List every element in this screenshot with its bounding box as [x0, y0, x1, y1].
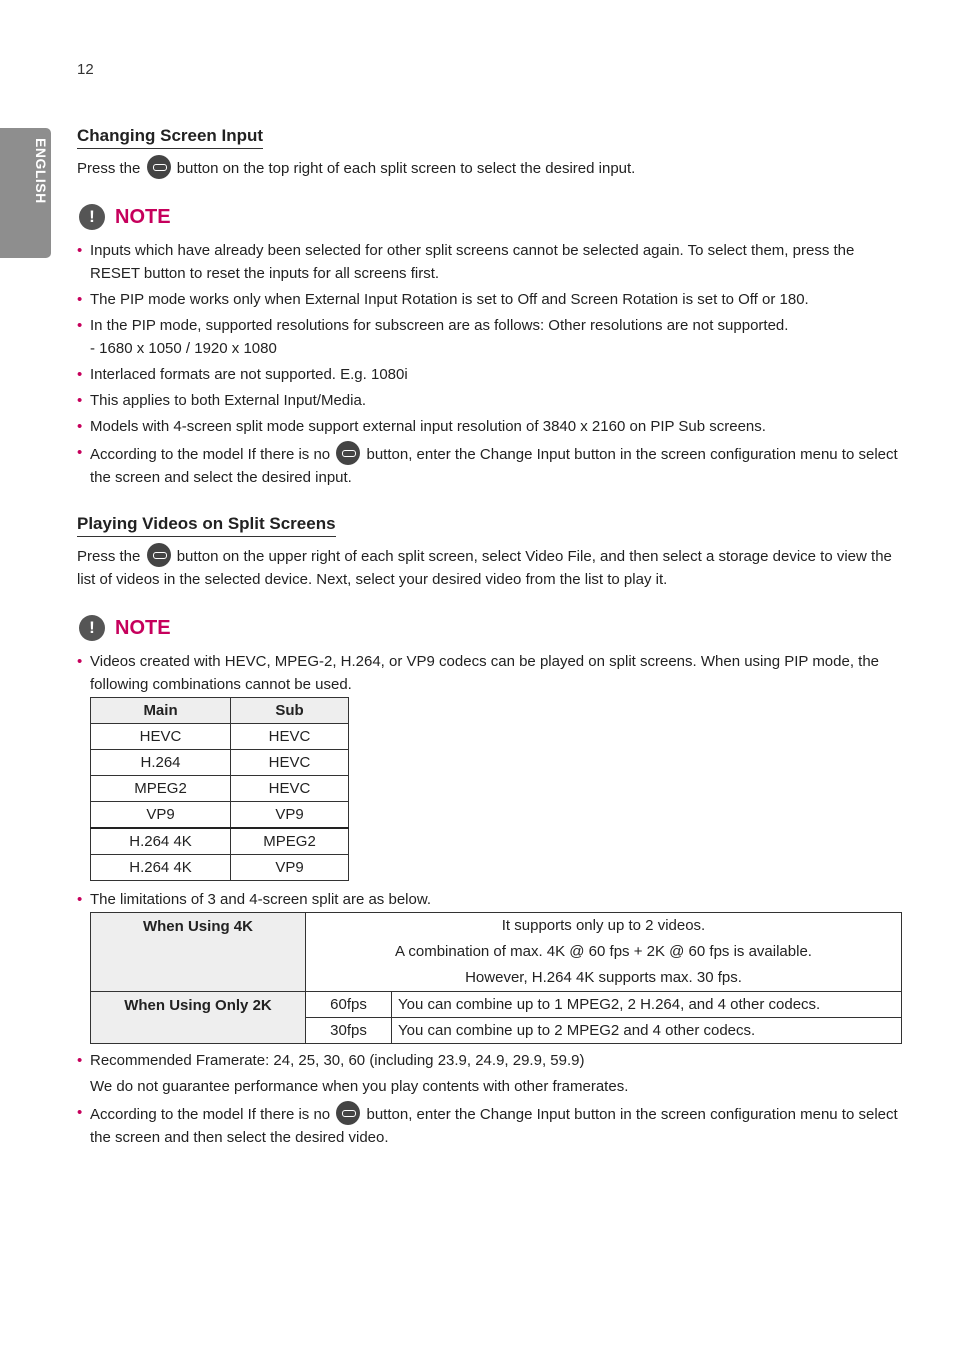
table-row — [91, 776, 349, 802]
input-icon — [147, 155, 171, 179]
table-cell: You can combine up to 2 MPEG2 and 4 other codecs. — [392, 1018, 902, 1044]
table-cell: HEVC — [231, 776, 349, 802]
table-row — [91, 828, 349, 855]
column-header: Sub — [231, 698, 349, 724]
table-row — [91, 913, 902, 992]
list-item: • The PIP mode works only when External Input Rotation is set to Off and Screen Rotation is set to Off or 180. — [77, 288, 902, 311]
note2-tail-list — [77, 1049, 902, 1152]
table-row — [91, 750, 349, 776]
note-label: NOTE — [115, 206, 171, 228]
table-cell: H.264 4K — [91, 828, 231, 855]
list-item: • Videos created with HEVC, MPEG-2, H.264, or VP9 codecs can be played on split screens. When using PIP mode, the following combinations cannot be used. — [77, 650, 902, 696]
limits-intro-list — [77, 888, 902, 914]
section1-paragraph — [77, 155, 902, 180]
paragraph-text: button on the upper right of each split screen, select Video File, and then select a storage device to view the list of videos in the selected device. Next, select your desired video from the list to play it. — [77, 548, 892, 588]
table-cell: HEVC — [231, 750, 349, 776]
list-item: • This applies to both External Input/Media. — [77, 389, 902, 412]
list-item: • The limitations of 3 and 4-screen split are as below. — [77, 888, 902, 911]
note2-intro-list — [77, 650, 902, 699]
table-cell: MPEG2 — [231, 828, 349, 855]
resolution-sub-item: - 1680 x 1050 / 1920 x 1080 — [90, 340, 277, 357]
language-tab-label: ENGLISH — [33, 138, 49, 204]
table-row — [91, 724, 349, 750]
list-item: • In the PIP mode, supported resolutions for subscreen are as follows: Other resolutions are not supported. - 1680 x 1050 / 1920 x 1080 — [77, 314, 902, 360]
list-item: • Interlaced formats are not supported. E.g. 1080i — [77, 363, 902, 386]
split-limits-table — [90, 912, 902, 1044]
table-row — [91, 992, 902, 1018]
table-cell: H.264 4K — [91, 855, 231, 881]
section-heading-playing-videos: Playing Videos on Split Screens — [77, 513, 336, 537]
table-cell: 30fps — [306, 1018, 392, 1044]
table-cell: VP9 — [231, 855, 349, 881]
list-item: • According to the model If there is no button, enter the Change Input button in the screen configuration menu to select the screen and then select the desired video. — [77, 1101, 902, 1149]
table-cell: HEVC — [91, 724, 231, 750]
input-icon — [336, 441, 360, 465]
page-number: 12 — [77, 61, 94, 78]
table-cell: 60fps — [306, 992, 392, 1018]
paragraph-text: Press the — [77, 548, 141, 565]
input-icon — [336, 1101, 360, 1125]
table-cell: VP9 — [231, 802, 349, 829]
codec-combination-table — [90, 697, 349, 881]
paragraph-text: Press the — [77, 160, 141, 177]
note1-list — [77, 239, 902, 492]
table-row — [91, 855, 349, 881]
framerate-note: We do not guarantee performance when you play contents with other framerates. — [90, 1078, 629, 1095]
table-cell: H.264 — [91, 750, 231, 776]
table-header-row — [91, 698, 349, 724]
row-header: When Using Only 2K — [91, 992, 306, 1044]
section2-paragraph — [77, 543, 902, 591]
table-cell: It supports only up to 2 videos. A combination of max. 4K @ 60 fps + 2K @ 60 fps is available. However, H.264 4K supports max. 30 fps. — [306, 913, 902, 992]
row-header: When Using 4K — [91, 913, 306, 992]
table-cell: You can combine up to 1 MPEG2, 2 H.264, and 4 other codecs. — [392, 992, 902, 1018]
section-heading-changing-screen-input: Changing Screen Input — [77, 125, 263, 149]
column-header: Main — [91, 698, 231, 724]
list-item: • Inputs which have already been selected for other split screens cannot be selected again. To select them, press the RESET button to reset the inputs for all screens first. — [77, 239, 902, 285]
table-row — [91, 802, 349, 829]
paragraph-text: button on the top right of each split screen to select the desired input. — [176, 160, 636, 177]
list-item: • Models with 4-screen split mode support external input resolution of 3840 x 2160 on PIP Sub screens. — [77, 415, 902, 438]
list-item: • According to the model If there is no button, enter the Change Input button in the screen configuration menu to select the screen and select the desired input. — [77, 441, 902, 489]
list-item: • Recommended Framerate: 24, 25, 30, 60 (including 23.9, 24.9, 29.9, 59.9) We do not guarantee performance when you play contents with other framerates. — [77, 1049, 902, 1098]
note-label: NOTE — [115, 617, 171, 639]
exclamation-icon: ! — [79, 615, 105, 641]
table-cell: MPEG2 — [91, 776, 231, 802]
table-cell: HEVC — [231, 724, 349, 750]
exclamation-icon: ! — [79, 204, 105, 230]
table-cell: VP9 — [91, 802, 231, 829]
input-icon — [147, 543, 171, 567]
language-tab — [0, 128, 51, 258]
